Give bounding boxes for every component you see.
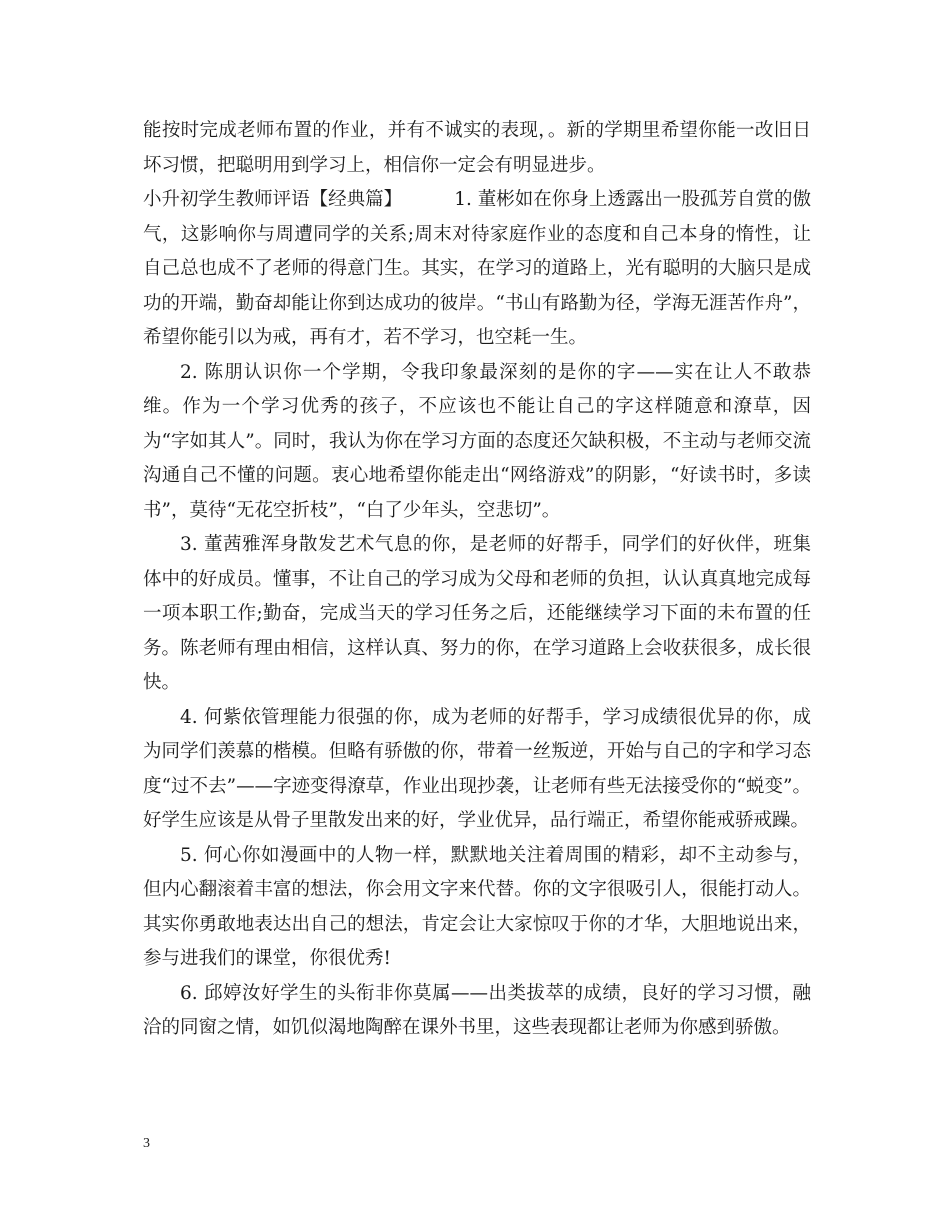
paragraph-item-2: 2. 陈朋认识你一个学期，令我印象最深刻的是你的字——实在让人不敢恭维。作为一个学习优秀的孩子，不应该也不能让自己的字这样随意和潦草，因为“字如其人”。同时，我认为你在学习方面的态度还欠缺积极，不主动与老师交流沟通自己不懂的问题。衷心地希望你能走出“网络游戏”的阴影，“好读书时，多读书”，莫待“无花空折枝”，“白了少年头，空悲切”。 (143, 361, 811, 521)
paragraph-item-1 (143, 183, 811, 356)
page-number: 3 (143, 1136, 150, 1151)
paragraph-item-6: 6. 邱婷汝好学生的头衔非你莫属——出类拔萃的成绩，良好的学习习惯，融洽的同窗之情，如饥似渴地陶醉在课外书里，这些表现都让老师为你感到骄傲。 (143, 982, 811, 1038)
paragraph-item-4: 4. 何紫依管理能力很强的你，成为老师的好帮手，学习成绩很优异的你，成为同学们羡慕的楷模。但略有骄傲的你，带着一丝叛逆，开始与自己的字和学习态度“过不去”——字迹变得潦草，作业出现抄袭，让老师有些无法接受你的“蜕变”。好学生应该是从骨子里散发出来的好，学业优异，品行端正，希望你能戒骄戒躁。 (143, 706, 811, 831)
section-heading: 小升初学生教师评语【经典篇】 (143, 189, 403, 210)
paragraph-item-5: 5. 何心你如漫画中的人物一样，默默地关注着周围的精彩，却不主动参与，但内心翻滚着丰富的想法，你会用文字来代替。你的文字很吸引人，很能打动人。其实你勇敢地表达出自己的想法，肯定会让大家惊叹于你的才华，大胆地说出来，参与进我们的课堂，你很优秀! (143, 844, 811, 969)
document-body (143, 114, 811, 1046)
paragraph-continuation: 能按时完成老师布置的作业，并有不诚实的表现，。新的学期里希望你能一改旧日坏习惯，把聪明用到学习上，相信你一定会有明显进步。 (143, 120, 811, 176)
item-1-text: 董彬如在你身上透露出一股孤芳自赏的傲气，这影响你与周遭同学的关系;周末对待家庭作业的态度和自己本身的惰性，让自己总也成不了老师的得意门生。其实，在学习的道路上，光有聪明的大脑只是成功的开端，勤奋却能让你到达成功的彼岸。“书山有路勤为径，学海无涯苦作舟”，希望你能引以为戒，再有才，若不学习，也空耗一生。 (143, 189, 811, 348)
item-1-number: 1. (454, 189, 472, 210)
paragraph-item-3: 3. 董茜雅浑身散发艺术气息的你，是老师的好帮手，同学们的好伙伴，班集体中的好成员。懂事，不让自己的学习成为父母和老师的负担，认认真真地完成每一项本职工作;勤奋，完成当天的学习任务之后，还能继续学习下面的未布置的任务。陈老师有理由相信，这样认真、努力的你，在学习道路上会收获很多，成长很快。 (143, 534, 811, 693)
